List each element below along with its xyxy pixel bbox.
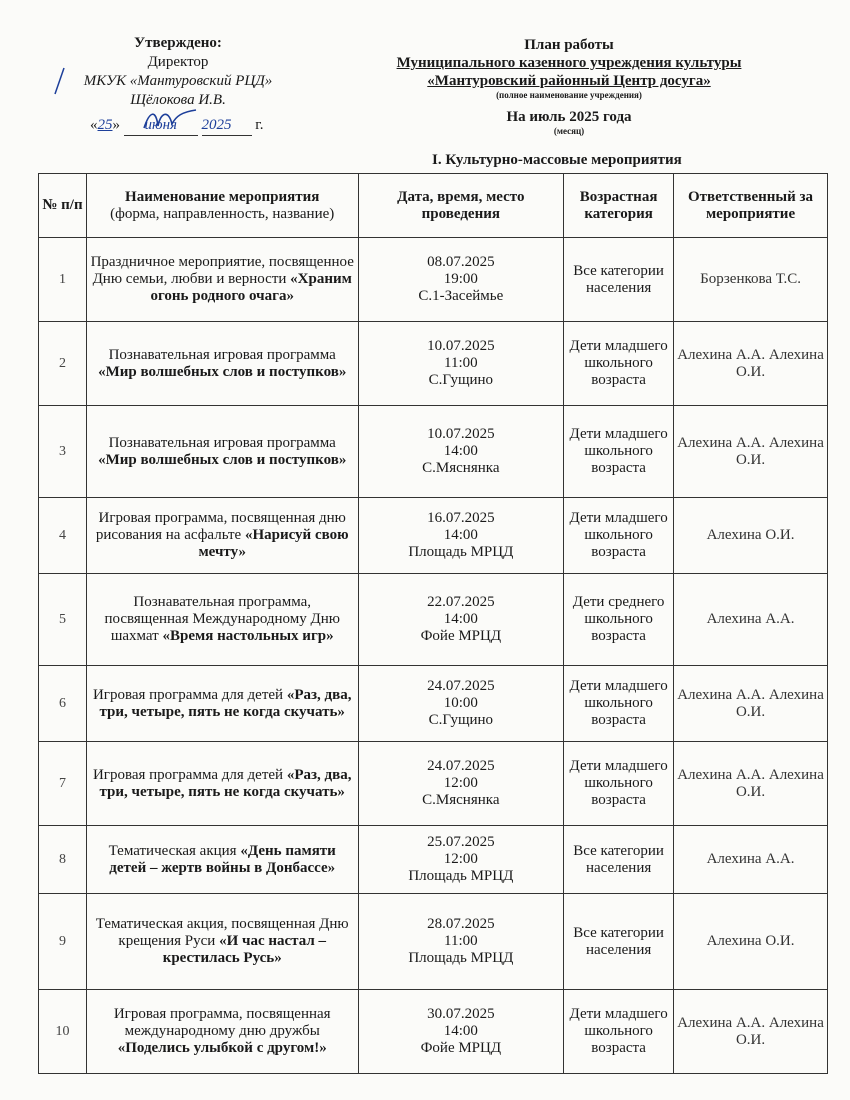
approval-title: Утверждено: bbox=[134, 35, 222, 51]
header-name-bold: Наименование мероприятия bbox=[125, 188, 320, 205]
responsible-cell: Алехина А.А. Алехина О.И. bbox=[674, 406, 828, 498]
event-place: С.Мяснянка bbox=[422, 460, 500, 476]
event-description: Познавательная игровая программа bbox=[108, 434, 336, 451]
event-description: Познавательная игровая программа bbox=[108, 346, 336, 363]
date-cell bbox=[358, 238, 564, 322]
event-title: «И час настал – крестилась Русь» bbox=[162, 933, 326, 966]
header-num: № п/п bbox=[39, 174, 87, 238]
event-title: «Храним огонь родного очага» bbox=[150, 271, 352, 304]
table-row bbox=[39, 990, 828, 1074]
age-cell: Все категории населения bbox=[564, 826, 674, 894]
plan-org-line: Муниципального казенного учреждения культуры bbox=[396, 55, 742, 71]
responsible-cell: Борзенкова Т.С. bbox=[674, 238, 828, 322]
date-cell bbox=[358, 826, 564, 894]
age-cell: Дети младшего школьного возраста bbox=[564, 406, 674, 498]
event-description: Праздничное мероприятие, посвященное Дню семьи, любви и верности bbox=[90, 254, 354, 287]
event-date: 10.07.2025 bbox=[427, 338, 495, 354]
approval-name: Щёлокова И.В. bbox=[130, 92, 226, 108]
event-title: «Мир волшебных слов и поступков» bbox=[98, 363, 347, 380]
date-cell bbox=[358, 574, 564, 666]
event-cell bbox=[86, 574, 358, 666]
event-place: С.1-Засеймье bbox=[418, 288, 504, 304]
table-row bbox=[39, 574, 828, 666]
row-number: 4 bbox=[39, 498, 87, 574]
approval-date-year: 2025 bbox=[202, 116, 252, 136]
event-cell bbox=[86, 742, 358, 826]
event-cell bbox=[86, 406, 358, 498]
event-date: 10.07.2025 bbox=[427, 426, 495, 442]
responsible-cell: Алехина А.А. Алехина О.И. bbox=[674, 666, 828, 742]
event-date: 08.07.2025 bbox=[427, 254, 495, 270]
event-cell bbox=[86, 826, 358, 894]
event-time: 12:00 bbox=[443, 775, 478, 791]
event-time: 11:00 bbox=[444, 355, 478, 371]
event-title: «Раз, два, три, четыре, пять не когда скучать» bbox=[99, 686, 352, 720]
table-row bbox=[39, 498, 828, 574]
event-time: 11:00 bbox=[444, 933, 478, 949]
event-place: Фойе МРЦД bbox=[420, 1040, 502, 1056]
event-cell bbox=[86, 990, 358, 1074]
row-number: 8 bbox=[39, 826, 87, 894]
signature bbox=[140, 106, 200, 134]
event-title: «Мир волшебных слов и поступков» bbox=[98, 451, 347, 468]
event-place: С.Мяснянка bbox=[422, 792, 500, 808]
date-cell bbox=[358, 406, 564, 498]
event-cell bbox=[86, 498, 358, 574]
row-number: 5 bbox=[39, 574, 87, 666]
event-cell bbox=[86, 238, 358, 322]
event-description: Тематическая акция bbox=[108, 842, 237, 859]
date-cell bbox=[358, 894, 564, 990]
plan-period: На июль 2025 года bbox=[506, 109, 632, 125]
table-row bbox=[39, 894, 828, 990]
approval-org: МКУК «Мантуровский РЦД» bbox=[83, 73, 273, 89]
event-description: Тематическая акция, посвященная Дню крещения Руси bbox=[95, 916, 349, 949]
events-table bbox=[38, 173, 828, 1074]
event-time: 10:00 bbox=[443, 695, 478, 711]
header-date: Дата, время, место проведения bbox=[358, 174, 564, 238]
event-title: «Раз, два, три, четыре, пять не когда скучать» bbox=[99, 766, 352, 800]
plan-title: План работы bbox=[524, 37, 614, 53]
row-number: 10 bbox=[39, 990, 87, 1074]
age-cell: Дети младшего школьного возраста bbox=[564, 666, 674, 742]
date-cell bbox=[358, 742, 564, 826]
event-description: Игровая программа, посвященная международному дню дружбы bbox=[113, 1006, 331, 1039]
approval-date-month: июня bbox=[124, 116, 198, 136]
event-place: Площадь МРЦД bbox=[408, 544, 514, 560]
header-name-note: (форма, направленность, название) bbox=[110, 205, 335, 222]
row-number: 3 bbox=[39, 406, 87, 498]
event-description: Игровая программа для детей bbox=[92, 766, 284, 783]
header-name bbox=[86, 174, 358, 238]
event-time: 12:00 bbox=[443, 851, 478, 867]
event-title: «Нарисуй свою мечту» bbox=[198, 527, 349, 560]
age-cell: Дети младшего школьного возраста bbox=[564, 742, 674, 826]
age-cell: Дети младшего школьного возраста bbox=[564, 498, 674, 574]
plan-org-note: (полное наименование учреждения) bbox=[496, 90, 642, 100]
table-row bbox=[39, 666, 828, 742]
event-place: С.Гущино bbox=[428, 712, 494, 728]
responsible-cell: Алехина А.А. bbox=[674, 826, 828, 894]
row-number: 1 bbox=[39, 238, 87, 322]
responsible-cell: Алехина А.А. bbox=[674, 574, 828, 666]
age-cell: Все категории населения bbox=[564, 894, 674, 990]
table-row bbox=[39, 826, 828, 894]
row-number: 2 bbox=[39, 322, 87, 406]
table-header-row bbox=[39, 174, 828, 238]
event-time: 14:00 bbox=[443, 443, 478, 459]
event-date: 30.07.2025 bbox=[427, 1006, 495, 1022]
event-date: 22.07.2025 bbox=[427, 594, 495, 610]
event-description: Игровая программа, посвященная дню рисования на асфальте bbox=[95, 510, 346, 543]
event-place: Фойе МРЦД bbox=[420, 628, 502, 644]
event-date: 25.07.2025 bbox=[427, 834, 495, 850]
approval-position: Директор bbox=[147, 54, 209, 70]
table-row bbox=[39, 742, 828, 826]
event-cell bbox=[86, 322, 358, 406]
plan-period-note: (месяц) bbox=[553, 126, 585, 136]
event-time: 19:00 bbox=[443, 271, 478, 287]
event-date: 28.07.2025 bbox=[427, 916, 495, 932]
event-date: 24.07.2025 bbox=[427, 678, 495, 694]
stamp-slash bbox=[52, 66, 66, 96]
event-place: Площадь МРЦД bbox=[408, 950, 514, 966]
age-cell: Все категории населения bbox=[564, 238, 674, 322]
row-number: 6 bbox=[39, 666, 87, 742]
responsible-cell: Алехина О.И. bbox=[674, 894, 828, 990]
plan-header bbox=[360, 36, 778, 136]
approval-date-suffix: г. bbox=[255, 117, 264, 133]
event-time: 14:00 bbox=[443, 1023, 478, 1039]
row-number: 9 bbox=[39, 894, 87, 990]
date-cell bbox=[358, 322, 564, 406]
event-title: «День памяти детей – жертв войны в Донбассе» bbox=[109, 842, 336, 876]
responsible-cell: Алехина А.А. Алехина О.И. bbox=[674, 990, 828, 1074]
approval-date-line: «25» июня 2025 г. bbox=[62, 116, 294, 136]
table-row bbox=[39, 322, 828, 406]
event-title: «Поделись улыбкой с другом!» bbox=[117, 1040, 327, 1056]
event-description: Познавательная программа, посвященная Международному Дню шахмат bbox=[104, 594, 340, 644]
table-row bbox=[39, 406, 828, 498]
plan-org-name: «Мантуровский районный Центр досуга» bbox=[427, 73, 711, 89]
event-cell bbox=[86, 666, 358, 742]
event-place: С.Гущино bbox=[428, 372, 494, 388]
responsible-cell: Алехина О.И. bbox=[674, 498, 828, 574]
event-date: 16.07.2025 bbox=[427, 510, 495, 526]
date-cell bbox=[358, 990, 564, 1074]
age-cell: Дети младшего школьного возраста bbox=[564, 990, 674, 1074]
responsible-cell: Алехина А.А. Алехина О.И. bbox=[674, 322, 828, 406]
event-cell bbox=[86, 894, 358, 990]
event-time: 14:00 bbox=[443, 527, 478, 543]
event-date: 24.07.2025 bbox=[427, 758, 495, 774]
age-cell: Дети младшего школьного возраста bbox=[564, 322, 674, 406]
row-number: 7 bbox=[39, 742, 87, 826]
responsible-cell: Алехина А.А. Алехина О.И. bbox=[674, 742, 828, 826]
date-cell bbox=[358, 666, 564, 742]
date-cell bbox=[358, 498, 564, 574]
event-title: «Время настольных игр» bbox=[162, 628, 334, 644]
age-cell: Дети среднего школьного возраста bbox=[564, 574, 674, 666]
header-resp: Ответственный за мероприятие bbox=[674, 174, 828, 238]
approval-date-day: 25 bbox=[97, 117, 113, 133]
section-title: I. Культурно-массовые мероприятия bbox=[432, 152, 682, 168]
event-place: Площадь МРЦД bbox=[408, 868, 514, 884]
header-age: Возрастная категория bbox=[564, 174, 674, 238]
table-row bbox=[39, 238, 828, 322]
event-time: 14:00 bbox=[443, 611, 478, 627]
event-description: Игровая программа для детей bbox=[92, 686, 284, 703]
